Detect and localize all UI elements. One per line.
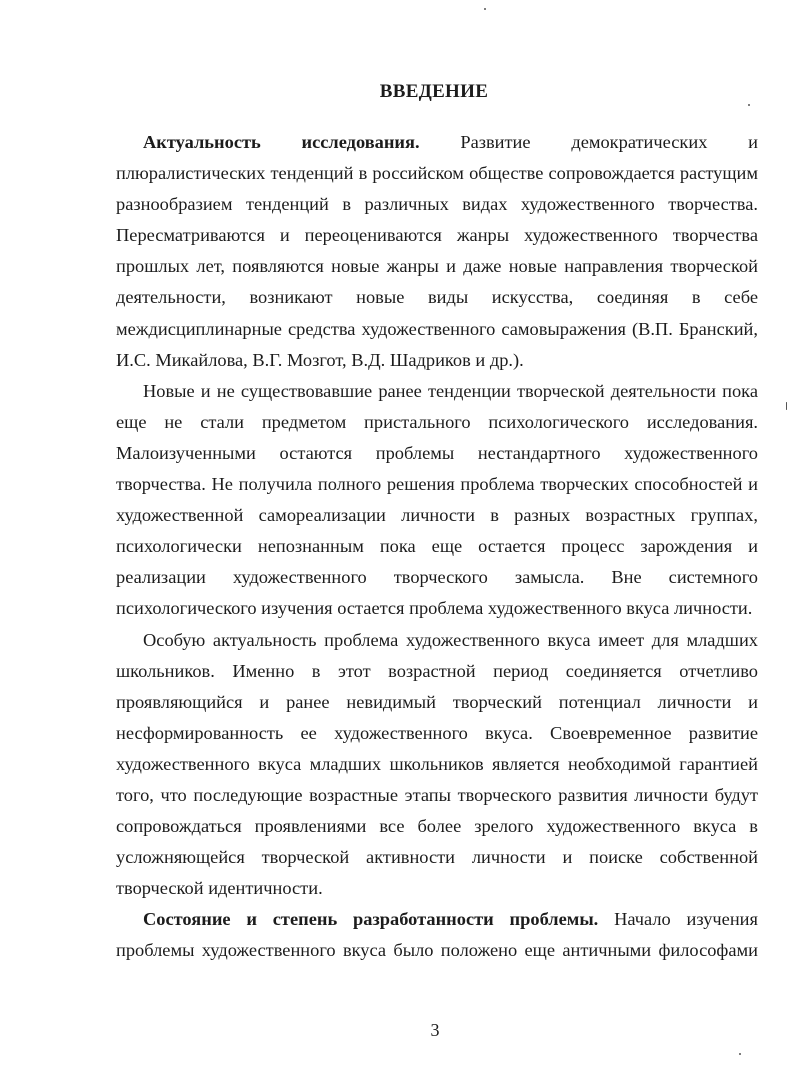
paragraph-text: Развитие демократических и плюралистических тенденций в российском обществе сопровождается растущим разнообразием тенденций в различных видах художественного творчества. Пересматриваются и переоцениваются жанры художественного творчества прошлых лет, появляются новые жанры и даже новые направления творческой деятельности, возникают новые виды искусства, соединяя в себе междисциплинарные средства художественного самовыражения (В.П. Бранский, И.С. Микайлова, В.Г. Мозгот, В.Д. Шадриков и др.). — [116, 132, 758, 370]
paragraph-text: Начало изучения проблемы художественного вкуса было положено еще античными философами — [116, 909, 758, 961]
scan-speck — [484, 8, 486, 10]
paragraph-text: Особую актуальность проблема художественного вкуса имеет для младших школьников. Именно в этот возрастной период соединяется отчетливо проявляющийся и ранее невидимый творческий потенциал личности и несформированность ее художественного вкуса. Своевременное развитие художественного вкуса младших школьников является необходимой гарантией того, что последующие возрастные этапы творческого развития личности будут сопровождаться проявлениями все более зрелого художественного вкуса в усложняющейся творческой активности личности и поиске собственной творческой идентичности. — [116, 629, 758, 899]
page-number: 3 — [430, 1020, 440, 1040]
body-text — [116, 127, 758, 967]
paragraph-new-tendencies — [116, 376, 758, 625]
paragraph-younger-schoolchildren — [116, 625, 758, 905]
paragraph-state-of-research — [116, 904, 758, 966]
page-title: ВВЕДЕНИЕ — [379, 81, 489, 102]
paragraph-relevance — [116, 127, 758, 376]
paragraph-lead: Актуальность исследования. — [143, 132, 420, 152]
paragraph-text: Новые и не существовавшие ранее тенденции творческой деятельности пока еще не стали предметом пристального психологического исследования. Малоизученными остаются проблемы нестандартного художественного творчества. Не получила полного решения проблема творческих способностей и художественной самореализации личности в разных возрастных группах, психологически непознанным пока еще остается процесс зарождения и реализации художественного творческого замысла. Вне системного психологического изучения остается проблема художественного вкуса личности. — [116, 380, 758, 619]
scan-speck — [739, 1053, 741, 1055]
scan-speck — [786, 402, 787, 410]
scan-speck — [748, 104, 750, 106]
paragraph-lead: Состояние и степень разработанности проблемы. — [143, 909, 599, 930]
